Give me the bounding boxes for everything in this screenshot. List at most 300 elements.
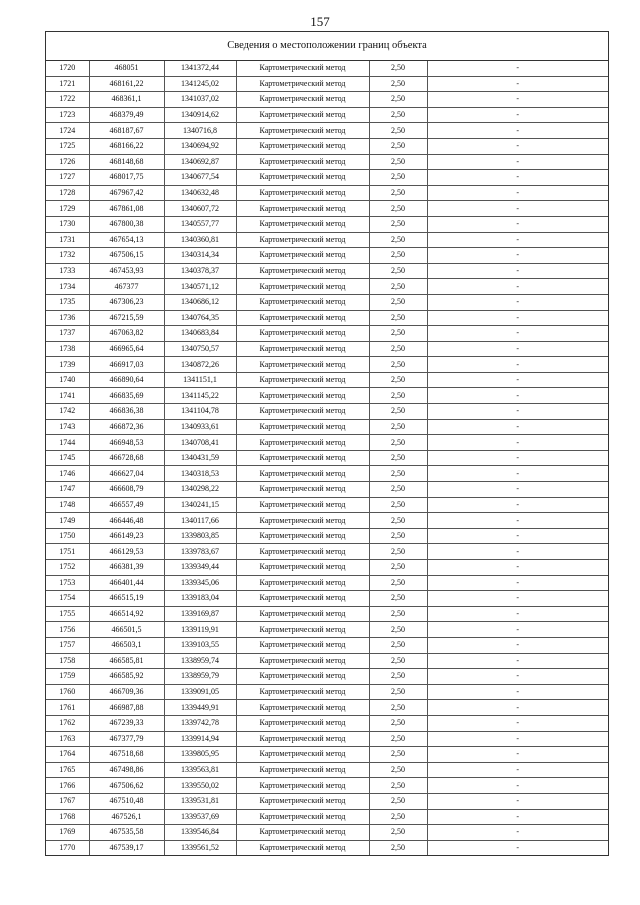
precision-cell: 2,50 bbox=[369, 778, 427, 794]
method-cell: Картометрический метод bbox=[236, 575, 369, 591]
table-row bbox=[46, 809, 608, 825]
table-row bbox=[46, 715, 608, 731]
description-cell: - bbox=[427, 154, 608, 170]
table-row bbox=[46, 170, 608, 186]
table-row bbox=[46, 341, 608, 357]
precision-cell: 2,50 bbox=[369, 263, 427, 279]
description-cell: - bbox=[427, 372, 608, 388]
coord-x-cell: 468379,49 bbox=[89, 107, 164, 123]
method-cell: Картометрический метод bbox=[236, 466, 369, 482]
method-cell: Картометрический метод bbox=[236, 591, 369, 607]
coord-y-cell: 1340694,92 bbox=[164, 138, 236, 154]
method-cell: Картометрический метод bbox=[236, 684, 369, 700]
coord-x-cell: 466401,44 bbox=[89, 575, 164, 591]
point-number-cell: 1738 bbox=[46, 341, 89, 357]
coord-y-cell: 1340241,15 bbox=[164, 497, 236, 513]
table-row bbox=[46, 294, 608, 310]
coord-x-cell: 467498,86 bbox=[89, 762, 164, 778]
coord-y-cell: 1339449,91 bbox=[164, 700, 236, 716]
table-row bbox=[46, 482, 608, 498]
precision-cell: 2,50 bbox=[369, 669, 427, 685]
precision-cell: 2,50 bbox=[369, 201, 427, 217]
coord-x-cell: 467800,38 bbox=[89, 216, 164, 232]
table-row bbox=[46, 793, 608, 809]
method-cell: Картометрический метод bbox=[236, 653, 369, 669]
point-number-cell: 1751 bbox=[46, 544, 89, 560]
coord-x-cell: 467861,08 bbox=[89, 201, 164, 217]
precision-cell: 2,50 bbox=[369, 310, 427, 326]
table-row bbox=[46, 762, 608, 778]
description-cell: - bbox=[427, 575, 608, 591]
point-number-cell: 1740 bbox=[46, 372, 89, 388]
table-row bbox=[46, 107, 608, 123]
point-number-cell: 1754 bbox=[46, 591, 89, 607]
method-cell: Картометрический метод bbox=[236, 372, 369, 388]
point-number-cell: 1770 bbox=[46, 840, 89, 855]
method-cell: Картометрический метод bbox=[236, 310, 369, 326]
coord-y-cell: 1339183,04 bbox=[164, 591, 236, 607]
method-cell: Картометрический метод bbox=[236, 700, 369, 716]
coord-x-cell: 467518,68 bbox=[89, 747, 164, 763]
table-row bbox=[46, 357, 608, 373]
coord-y-cell: 1340914,62 bbox=[164, 107, 236, 123]
precision-cell: 2,50 bbox=[369, 232, 427, 248]
description-cell: - bbox=[427, 653, 608, 669]
coord-y-cell: 1339783,67 bbox=[164, 544, 236, 560]
description-cell: - bbox=[427, 669, 608, 685]
method-cell: Картометрический метод bbox=[236, 201, 369, 217]
coord-x-cell: 468361,1 bbox=[89, 92, 164, 108]
description-cell: - bbox=[427, 513, 608, 529]
coord-y-cell: 1339561,52 bbox=[164, 840, 236, 855]
precision-cell: 2,50 bbox=[369, 185, 427, 201]
description-cell: - bbox=[427, 357, 608, 373]
coord-y-cell: 1339742,78 bbox=[164, 715, 236, 731]
method-cell: Картометрический метод bbox=[236, 404, 369, 420]
coord-x-cell: 466917,03 bbox=[89, 357, 164, 373]
precision-cell: 2,50 bbox=[369, 809, 427, 825]
coord-y-cell: 1340677,54 bbox=[164, 170, 236, 186]
precision-cell: 2,50 bbox=[369, 793, 427, 809]
point-number-cell: 1735 bbox=[46, 294, 89, 310]
point-number-cell: 1750 bbox=[46, 528, 89, 544]
table-row bbox=[46, 544, 608, 560]
method-cell: Картометрический метод bbox=[236, 138, 369, 154]
precision-cell: 2,50 bbox=[369, 372, 427, 388]
description-cell: - bbox=[427, 700, 608, 716]
coord-x-cell: 466965,64 bbox=[89, 341, 164, 357]
coord-x-cell: 467239,33 bbox=[89, 715, 164, 731]
precision-cell: 2,50 bbox=[369, 404, 427, 420]
coord-x-cell: 466608,79 bbox=[89, 482, 164, 498]
description-cell: - bbox=[427, 450, 608, 466]
coord-x-cell: 467377,79 bbox=[89, 731, 164, 747]
description-cell: - bbox=[427, 747, 608, 763]
coord-y-cell: 1340708,41 bbox=[164, 435, 236, 451]
point-number-cell: 1733 bbox=[46, 263, 89, 279]
point-number-cell: 1742 bbox=[46, 404, 89, 420]
method-cell: Картометрический метод bbox=[236, 528, 369, 544]
table-row bbox=[46, 778, 608, 794]
coord-y-cell: 1339550,02 bbox=[164, 778, 236, 794]
method-cell: Картометрический метод bbox=[236, 606, 369, 622]
coord-x-cell: 466835,69 bbox=[89, 388, 164, 404]
table-row bbox=[46, 669, 608, 685]
page-number: 157 bbox=[310, 14, 330, 29]
method-cell: Картометрический метод bbox=[236, 232, 369, 248]
table-row bbox=[46, 513, 608, 529]
coord-x-cell: 467506,62 bbox=[89, 778, 164, 794]
table-row bbox=[46, 700, 608, 716]
point-number-cell: 1726 bbox=[46, 154, 89, 170]
coord-x-cell: 466514,92 bbox=[89, 606, 164, 622]
precision-cell: 2,50 bbox=[369, 684, 427, 700]
table-row bbox=[46, 435, 608, 451]
table-row bbox=[46, 653, 608, 669]
point-number-cell: 1755 bbox=[46, 606, 89, 622]
point-number-cell: 1768 bbox=[46, 809, 89, 825]
precision-cell: 2,50 bbox=[369, 528, 427, 544]
point-number-cell: 1725 bbox=[46, 138, 89, 154]
coord-x-cell: 467306,23 bbox=[89, 294, 164, 310]
coord-y-cell: 1340360,81 bbox=[164, 232, 236, 248]
coord-y-cell: 1340557,77 bbox=[164, 216, 236, 232]
method-cell: Картометрический метод bbox=[236, 92, 369, 108]
method-cell: Картометрический метод bbox=[236, 123, 369, 139]
table-row bbox=[46, 731, 608, 747]
point-number-cell: 1732 bbox=[46, 248, 89, 264]
coord-y-cell: 1341037,02 bbox=[164, 92, 236, 108]
point-number-cell: 1731 bbox=[46, 232, 89, 248]
precision-cell: 2,50 bbox=[369, 92, 427, 108]
coord-y-cell: 1340933,61 bbox=[164, 419, 236, 435]
table-row bbox=[46, 61, 608, 76]
method-cell: Картометрический метод bbox=[236, 482, 369, 498]
table-row bbox=[46, 279, 608, 295]
coord-x-cell: 467654,13 bbox=[89, 232, 164, 248]
description-cell: - bbox=[427, 248, 608, 264]
point-number-cell: 1748 bbox=[46, 497, 89, 513]
coord-x-cell: 466501,5 bbox=[89, 622, 164, 638]
method-cell: Картометрический метод bbox=[236, 793, 369, 809]
coord-y-cell: 1339349,44 bbox=[164, 560, 236, 576]
method-cell: Картометрический метод bbox=[236, 419, 369, 435]
description-cell: - bbox=[427, 637, 608, 653]
precision-cell: 2,50 bbox=[369, 388, 427, 404]
description-cell: - bbox=[427, 793, 608, 809]
precision-cell: 2,50 bbox=[369, 715, 427, 731]
point-number-cell: 1743 bbox=[46, 419, 89, 435]
precision-cell: 2,50 bbox=[369, 138, 427, 154]
table-row bbox=[46, 840, 608, 855]
coord-y-cell: 1339531,81 bbox=[164, 793, 236, 809]
coord-x-cell: 466515,19 bbox=[89, 591, 164, 607]
description-cell: - bbox=[427, 123, 608, 139]
precision-cell: 2,50 bbox=[369, 107, 427, 123]
method-cell: Картометрический метод bbox=[236, 497, 369, 513]
coord-y-cell: 1341372,44 bbox=[164, 61, 236, 76]
description-cell: - bbox=[427, 404, 608, 420]
coord-x-cell: 466381,39 bbox=[89, 560, 164, 576]
table-row bbox=[46, 591, 608, 607]
description-cell: - bbox=[427, 388, 608, 404]
coord-x-cell: 467506,15 bbox=[89, 248, 164, 264]
point-number-cell: 1736 bbox=[46, 310, 89, 326]
precision-cell: 2,50 bbox=[369, 825, 427, 841]
method-cell: Картометрический метод bbox=[236, 435, 369, 451]
table-row bbox=[46, 76, 608, 92]
point-number-cell: 1723 bbox=[46, 107, 89, 123]
precision-cell: 2,50 bbox=[369, 170, 427, 186]
coord-x-cell: 468051 bbox=[89, 61, 164, 76]
method-cell: Картометрический метод bbox=[236, 731, 369, 747]
precision-cell: 2,50 bbox=[369, 840, 427, 855]
table-row bbox=[46, 450, 608, 466]
coord-y-cell: 1341245,02 bbox=[164, 76, 236, 92]
point-number-cell: 1765 bbox=[46, 762, 89, 778]
table-row bbox=[46, 92, 608, 108]
coord-x-cell: 467539,17 bbox=[89, 840, 164, 855]
coord-y-cell: 1339537,69 bbox=[164, 809, 236, 825]
point-number-cell: 1758 bbox=[46, 653, 89, 669]
precision-cell: 2,50 bbox=[369, 76, 427, 92]
coord-x-cell: 467377 bbox=[89, 279, 164, 295]
coord-x-cell: 466446,48 bbox=[89, 513, 164, 529]
table-row bbox=[46, 606, 608, 622]
table-row bbox=[46, 123, 608, 139]
point-number-cell: 1729 bbox=[46, 201, 89, 217]
coord-x-cell: 466557,49 bbox=[89, 497, 164, 513]
precision-cell: 2,50 bbox=[369, 216, 427, 232]
method-cell: Картометрический метод bbox=[236, 185, 369, 201]
point-number-cell: 1760 bbox=[46, 684, 89, 700]
table-row bbox=[46, 388, 608, 404]
coord-x-cell: 468161,22 bbox=[89, 76, 164, 92]
method-cell: Картометрический метод bbox=[236, 154, 369, 170]
table-row bbox=[46, 466, 608, 482]
table-row bbox=[46, 825, 608, 841]
precision-cell: 2,50 bbox=[369, 653, 427, 669]
method-cell: Картометрический метод bbox=[236, 637, 369, 653]
description-cell: - bbox=[427, 591, 608, 607]
coord-y-cell: 1340298,22 bbox=[164, 482, 236, 498]
coord-y-cell: 1339345,06 bbox=[164, 575, 236, 591]
point-number-cell: 1764 bbox=[46, 747, 89, 763]
point-number-cell: 1753 bbox=[46, 575, 89, 591]
point-number-cell: 1759 bbox=[46, 669, 89, 685]
description-cell: - bbox=[427, 216, 608, 232]
coord-y-cell: 1339119,91 bbox=[164, 622, 236, 638]
coord-x-cell: 467510,48 bbox=[89, 793, 164, 809]
method-cell: Картометрический метод bbox=[236, 357, 369, 373]
method-cell: Картометрический метод bbox=[236, 107, 369, 123]
precision-cell: 2,50 bbox=[369, 248, 427, 264]
description-cell: - bbox=[427, 201, 608, 217]
precision-cell: 2,50 bbox=[369, 606, 427, 622]
coord-y-cell: 1339103,55 bbox=[164, 637, 236, 653]
method-cell: Картометрический метод bbox=[236, 294, 369, 310]
point-number-cell: 1763 bbox=[46, 731, 89, 747]
coord-y-cell: 1340750,57 bbox=[164, 341, 236, 357]
coord-y-cell: 1340378,37 bbox=[164, 263, 236, 279]
precision-cell: 2,50 bbox=[369, 544, 427, 560]
precision-cell: 2,50 bbox=[369, 513, 427, 529]
coord-y-cell: 1340318,53 bbox=[164, 466, 236, 482]
table-row bbox=[46, 528, 608, 544]
method-cell: Картометрический метод bbox=[236, 669, 369, 685]
coord-x-cell: 466627,04 bbox=[89, 466, 164, 482]
coord-x-cell: 466890,64 bbox=[89, 372, 164, 388]
coord-y-cell: 1340872,26 bbox=[164, 357, 236, 373]
coord-y-cell: 1339914,94 bbox=[164, 731, 236, 747]
method-cell: Картометрический метод bbox=[236, 388, 369, 404]
precision-cell: 2,50 bbox=[369, 622, 427, 638]
method-cell: Картометрический метод bbox=[236, 170, 369, 186]
coord-y-cell: 1340117,66 bbox=[164, 513, 236, 529]
point-number-cell: 1724 bbox=[46, 123, 89, 139]
method-cell: Картометрический метод bbox=[236, 513, 369, 529]
method-cell: Картометрический метод bbox=[236, 825, 369, 841]
coordinates-table-body bbox=[46, 61, 608, 855]
description-cell: - bbox=[427, 279, 608, 295]
coord-y-cell: 1340764,35 bbox=[164, 310, 236, 326]
description-cell: - bbox=[427, 466, 608, 482]
description-cell: - bbox=[427, 435, 608, 451]
description-cell: - bbox=[427, 263, 608, 279]
coord-x-cell: 466836,38 bbox=[89, 404, 164, 420]
table-row bbox=[46, 684, 608, 700]
point-number-cell: 1756 bbox=[46, 622, 89, 638]
description-cell: - bbox=[427, 138, 608, 154]
coord-y-cell: 1340683,84 bbox=[164, 326, 236, 342]
method-cell: Картометрический метод bbox=[236, 279, 369, 295]
coord-y-cell: 1338959,74 bbox=[164, 653, 236, 669]
coord-x-cell: 466948,53 bbox=[89, 435, 164, 451]
table-row bbox=[46, 310, 608, 326]
point-number-cell: 1752 bbox=[46, 560, 89, 576]
precision-cell: 2,50 bbox=[369, 591, 427, 607]
precision-cell: 2,50 bbox=[369, 497, 427, 513]
table-row bbox=[46, 216, 608, 232]
coord-y-cell: 1339805,95 bbox=[164, 747, 236, 763]
coord-y-cell: 1341151,1 bbox=[164, 372, 236, 388]
point-number-cell: 1744 bbox=[46, 435, 89, 451]
coordinates-table bbox=[46, 61, 608, 855]
method-cell: Картометрический метод bbox=[236, 622, 369, 638]
method-cell: Картометрический метод bbox=[236, 544, 369, 560]
method-cell: Картометрический метод bbox=[236, 560, 369, 576]
point-number-cell: 1757 bbox=[46, 637, 89, 653]
description-cell: - bbox=[427, 731, 608, 747]
coord-y-cell: 1339803,85 bbox=[164, 528, 236, 544]
table-caption: Сведения о местоположении границ объекта bbox=[46, 32, 608, 61]
table-row bbox=[46, 560, 608, 576]
point-number-cell: 1762 bbox=[46, 715, 89, 731]
point-number-cell: 1766 bbox=[46, 778, 89, 794]
description-cell: - bbox=[427, 606, 608, 622]
coord-x-cell: 466987,88 bbox=[89, 700, 164, 716]
description-cell: - bbox=[427, 310, 608, 326]
method-cell: Картометрический метод bbox=[236, 326, 369, 342]
coord-x-cell: 467967,42 bbox=[89, 185, 164, 201]
method-cell: Картометрический метод bbox=[236, 450, 369, 466]
precision-cell: 2,50 bbox=[369, 341, 427, 357]
point-number-cell: 1746 bbox=[46, 466, 89, 482]
table-row bbox=[46, 326, 608, 342]
coord-x-cell: 467526,1 bbox=[89, 809, 164, 825]
coord-y-cell: 1340314,34 bbox=[164, 248, 236, 264]
description-cell: - bbox=[427, 528, 608, 544]
point-number-cell: 1761 bbox=[46, 700, 89, 716]
coord-y-cell: 1339169,87 bbox=[164, 606, 236, 622]
table-row bbox=[46, 248, 608, 264]
table-row bbox=[46, 622, 608, 638]
coord-x-cell: 468148,68 bbox=[89, 154, 164, 170]
coord-x-cell: 466129,53 bbox=[89, 544, 164, 560]
description-cell: - bbox=[427, 825, 608, 841]
table-row bbox=[46, 201, 608, 217]
coord-x-cell: 466503,1 bbox=[89, 637, 164, 653]
description-cell: - bbox=[427, 560, 608, 576]
description-cell: - bbox=[427, 497, 608, 513]
coord-x-cell: 466585,81 bbox=[89, 653, 164, 669]
description-cell: - bbox=[427, 482, 608, 498]
coord-y-cell: 1339563,81 bbox=[164, 762, 236, 778]
method-cell: Картометрический метод bbox=[236, 263, 369, 279]
method-cell: Картометрический метод bbox=[236, 747, 369, 763]
table-row bbox=[46, 185, 608, 201]
description-cell: - bbox=[427, 778, 608, 794]
point-number-cell: 1737 bbox=[46, 326, 89, 342]
coord-y-cell: 1340607,72 bbox=[164, 201, 236, 217]
method-cell: Картометрический метод bbox=[236, 76, 369, 92]
method-cell: Картометрический метод bbox=[236, 248, 369, 264]
table-row bbox=[46, 747, 608, 763]
table-row bbox=[46, 138, 608, 154]
table-row bbox=[46, 575, 608, 591]
method-cell: Картометрический метод bbox=[236, 341, 369, 357]
method-cell: Картометрический метод bbox=[236, 840, 369, 855]
point-number-cell: 1767 bbox=[46, 793, 89, 809]
description-cell: - bbox=[427, 544, 608, 560]
precision-cell: 2,50 bbox=[369, 762, 427, 778]
table-row bbox=[46, 232, 608, 248]
point-number-cell: 1721 bbox=[46, 76, 89, 92]
coord-y-cell: 1340692,87 bbox=[164, 154, 236, 170]
coord-x-cell: 467453,93 bbox=[89, 263, 164, 279]
coord-x-cell: 467535,58 bbox=[89, 825, 164, 841]
precision-cell: 2,50 bbox=[369, 700, 427, 716]
method-cell: Картометрический метод bbox=[236, 715, 369, 731]
precision-cell: 2,50 bbox=[369, 154, 427, 170]
table-row bbox=[46, 419, 608, 435]
precision-cell: 2,50 bbox=[369, 747, 427, 763]
point-number-cell: 1769 bbox=[46, 825, 89, 841]
coord-y-cell: 1340632,48 bbox=[164, 185, 236, 201]
table-row bbox=[46, 497, 608, 513]
method-cell: Картометрический метод bbox=[236, 762, 369, 778]
method-cell: Картометрический метод bbox=[236, 216, 369, 232]
precision-cell: 2,50 bbox=[369, 435, 427, 451]
precision-cell: 2,50 bbox=[369, 123, 427, 139]
coord-y-cell: 1338959,79 bbox=[164, 669, 236, 685]
description-cell: - bbox=[427, 92, 608, 108]
description-cell: - bbox=[427, 61, 608, 76]
precision-cell: 2,50 bbox=[369, 466, 427, 482]
point-number-cell: 1747 bbox=[46, 482, 89, 498]
precision-cell: 2,50 bbox=[369, 61, 427, 76]
precision-cell: 2,50 bbox=[369, 357, 427, 373]
